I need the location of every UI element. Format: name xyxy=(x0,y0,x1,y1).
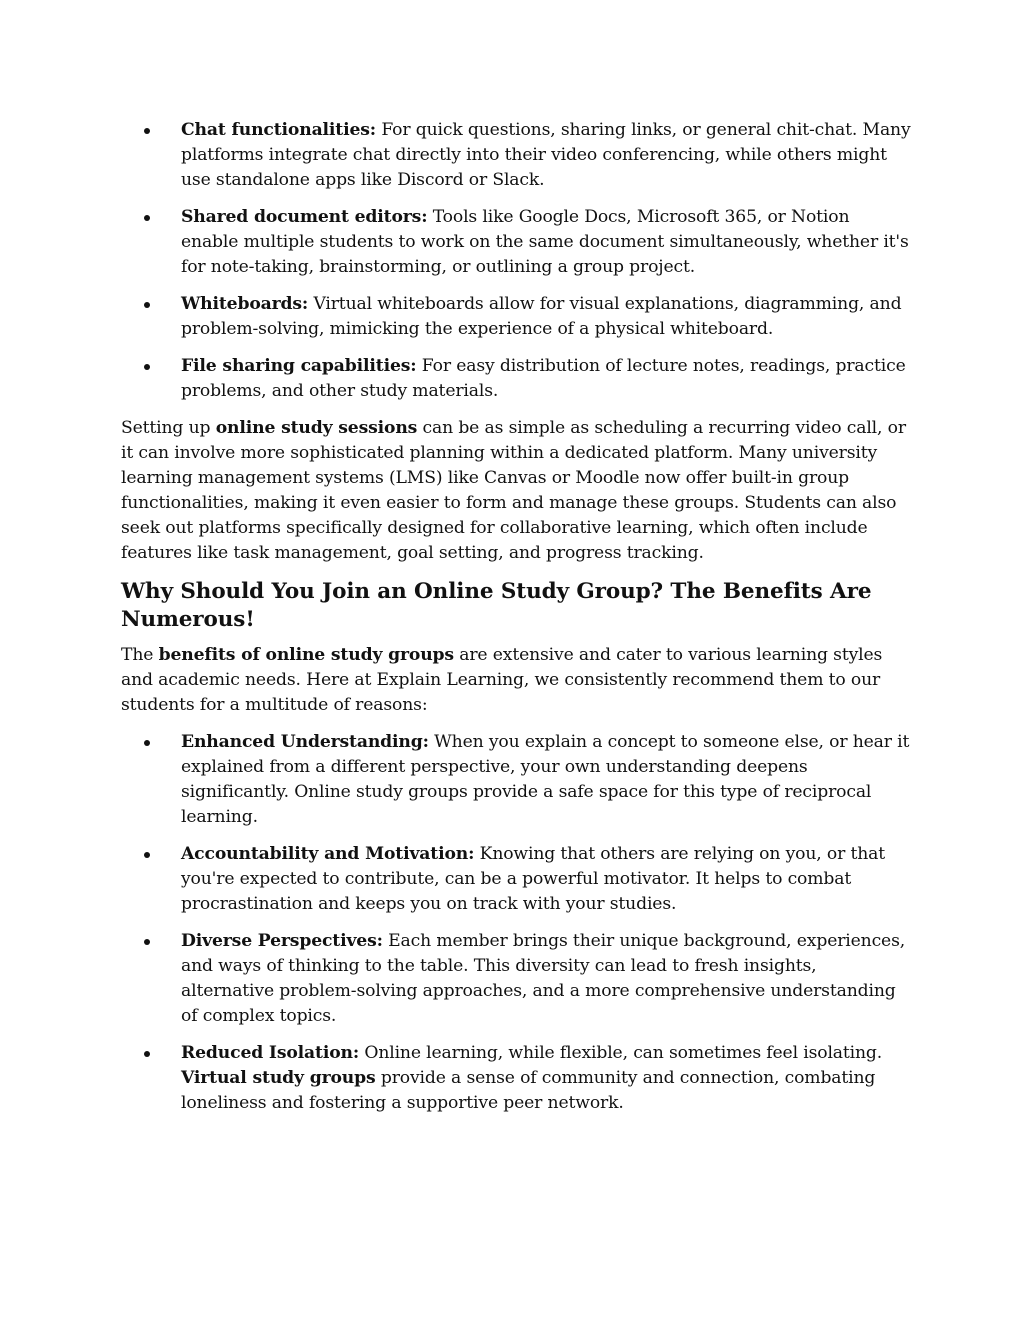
list-item-text: For easy distribution of lecture notes, readings, practice problems, and other study materials. xyxy=(181,356,906,401)
list-item xyxy=(121,1041,911,1116)
bullet-icon xyxy=(144,215,150,221)
document-page xyxy=(121,118,911,1128)
list-item xyxy=(121,842,911,917)
list-item-label: Whiteboards: xyxy=(181,294,309,314)
list-item-text: provide a sense of community and connection, combating loneliness and fostering a supportive peer network. xyxy=(181,1068,876,1113)
list-item-text: When you explain a concept to someone else, or hear it explained from a different perspective, your own understanding deepens significantly. Online study groups provide a safe space for this type of reciprocal learning. xyxy=(181,732,910,827)
list-item xyxy=(121,292,911,342)
list-item xyxy=(121,118,911,193)
list-item-text: Each member brings their unique background, experiences, and ways of thinking to the table. This diversity can lead to fresh insights, alternative problem-solving approaches, and a more comprehensive understanding of complex topics. xyxy=(181,931,906,1026)
bullet-icon xyxy=(144,852,150,858)
list-item-label: Enhanced Understanding: xyxy=(181,732,429,752)
bullet-icon xyxy=(144,939,150,945)
list-item xyxy=(121,730,911,830)
list-item-label: File sharing capabilities: xyxy=(181,356,417,376)
list-item-text: Tools like Google Docs, Microsoft 365, or Notion enable multiple students to work on the same document simultaneously, whether it's for note-taking, brainstorming, or outlining a group project. xyxy=(181,207,909,277)
list-item-text: Online learning, while flexible, can sometimes feel isolating. xyxy=(359,1043,883,1063)
list-item-text: Virtual whiteboards allow for visual explanations, diagramming, and problem-solving, mimicking the experience of a physical whiteboard. xyxy=(181,294,902,339)
list-item-label: Diverse Perspectives: xyxy=(181,931,383,951)
virtual-groups-keyword: Virtual study groups xyxy=(181,1068,376,1088)
benefits-list xyxy=(121,730,911,1116)
bullet-icon xyxy=(144,364,150,370)
list-item xyxy=(121,205,911,280)
section-heading: Why Should You Join an Online Study Group? The Benefits Are Numerous! xyxy=(121,579,872,632)
list-item-label: Shared document editors: xyxy=(181,207,428,227)
benefits-keyword: benefits of online study groups xyxy=(158,645,454,665)
sessions-paragraph: Setting up online study sessions can be as simple as scheduling a recurring video call, or it can involve more sophisticated planning within a dedicated platform. Many university learning management systems (LMS) like Canvas or Moodle now offer built-in group functionalities, making it even easier to form and manage these groups. Students can also seek out platforms specifically designed for collaborative learning, which often include features like task management, goal setting, and progress tracking. xyxy=(121,418,906,563)
list-item-text: For quick questions, sharing links, or general chit-chat. Many platforms integrate chat directly into their video conferencing, while others might use standalone apps like Discord or Slack. xyxy=(181,120,911,190)
list-item-label: Chat functionalities: xyxy=(181,120,376,140)
tools-list xyxy=(121,118,911,404)
list-item-label: Accountability and Motivation: xyxy=(181,844,475,864)
bullet-icon xyxy=(144,1051,150,1057)
bullet-icon xyxy=(144,740,150,746)
benefits-paragraph: The benefits of online study groups are extensive and cater to various learning styles and academic needs. Here at Explain Learning, we consistently recommend them to our students for a multitude of reasons: xyxy=(121,645,883,715)
list-item-label: Reduced Isolation: xyxy=(181,1043,360,1063)
sessions-keyword: online study sessions xyxy=(215,418,418,438)
bullet-icon xyxy=(144,128,150,134)
list-item-text: Knowing that others are relying on you, or that you're expected to contribute, can be a powerful motivator. It helps to combat procrastination and keeps you on track with your studies. xyxy=(181,844,885,914)
list-item xyxy=(121,354,911,404)
bullet-icon xyxy=(144,302,150,308)
list-item xyxy=(121,929,911,1029)
